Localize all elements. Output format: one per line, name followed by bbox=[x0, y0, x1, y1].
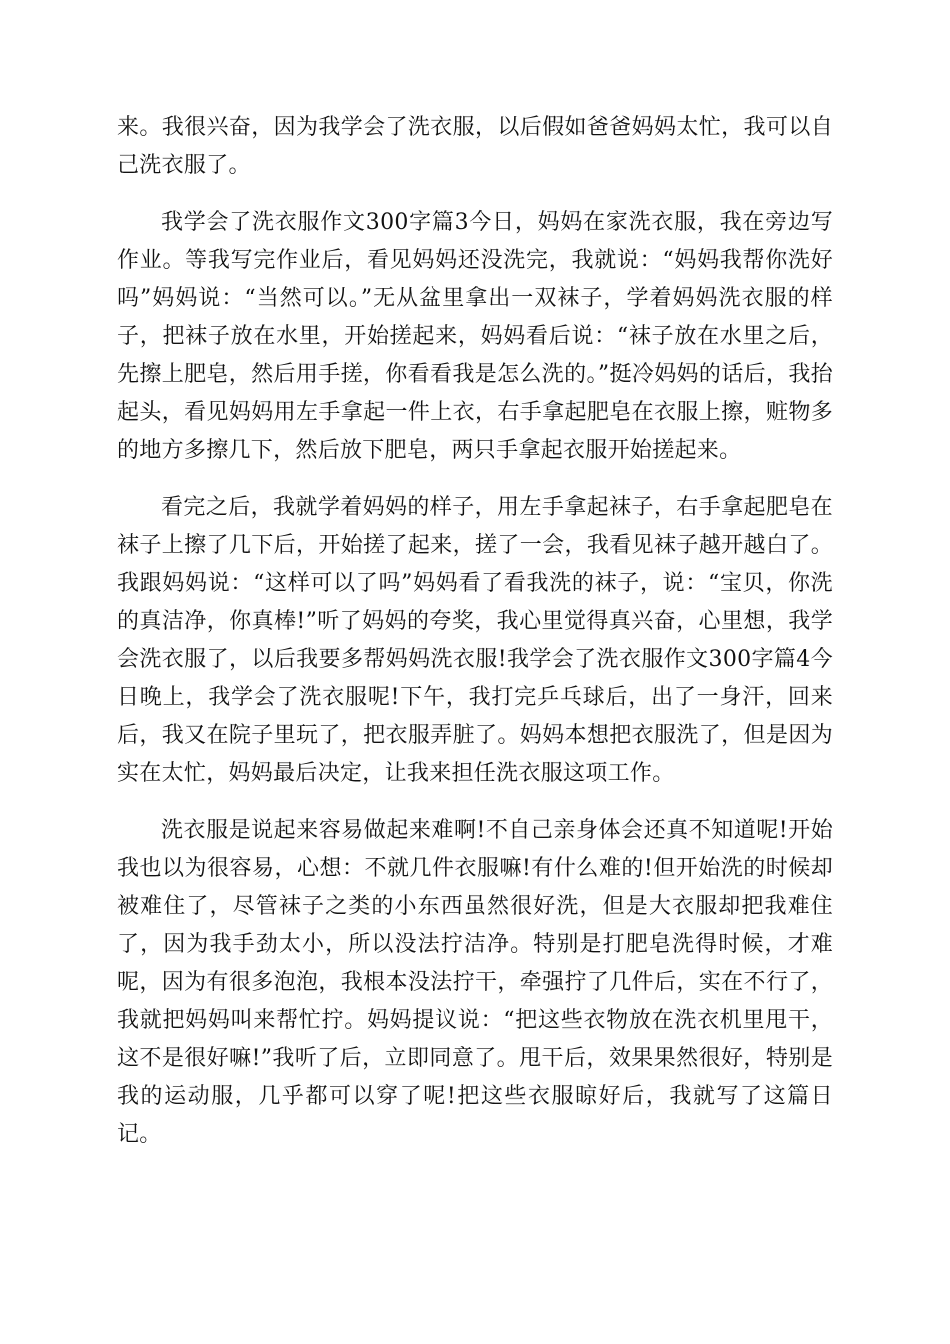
paragraph-1: 来。我很兴奋，因为我学会了洗衣服，以后假如爸爸妈妈太忙，我可以自己洗衣服了。 bbox=[117, 115, 833, 178]
document-body bbox=[117, 109, 833, 1173]
paragraph-4: 洗衣服是说起来容易做起来难啊!不自己亲身体会还真不知道呢!开始我也以为很容易，心想：不就几件衣服嘛!有什么难的!但开始洗的时候却被难住了，尽管袜子之类的小东西虽然很好洗，但是大衣服却把我难住了，因为我手劲太小，所以没法拧洁净。特别是打肥皂洗得时候，才难呢，因为有很多泡泡，我根本没法拧干，牵强拧了几件后，实在不行了，我就把妈妈叫来帮忙拧。妈妈提议说：“把这些衣物放在洗衣机里甩干，这不是很好嘛!”我听了后，立即同意了。甩干后，效果果然很好，特别是我的运动服，几乎都可以穿了呢!把这些衣服晾好后，我就写了这篇日记。 bbox=[117, 818, 833, 1147]
paragraph-2: 我学会了洗衣服作文300字篇3今日，妈妈在家洗衣服，我在旁边写作业。等我写完作业后，看见妈妈还没洗完，我就说：“妈妈我帮你洗好吗”妈妈说：“当然可以。”无从盆里拿出一双袜子，学着妈妈洗衣服的样子，把袜子放在水里，开始搓起来，妈妈看后说：“袜子放在水里之后，先擦上肥皂，然后用手搓，你看看我是怎么洗的。”挺冷妈妈的话后，我抬起头，看见妈妈用左手拿起一件上衣，右手拿起肥皂在衣服上擦，赃物多的地方多擦几下，然后放下肥皂，两只手拿起衣服开始搓起来。 bbox=[117, 210, 833, 463]
paragraph-3: 看完之后，我就学着妈妈的样子，用左手拿起袜子，右手拿起肥皂在袜子上擦了几下后，开始搓了起来，搓了一会，我看见袜子越开越白了。我跟妈妈说：“这样可以了吗”妈妈看了看我洗的袜子，说：“宝贝，你洗的真洁净，你真棒!”听了妈妈的夸奖，我心里觉得真兴奋，心里想，我学会洗衣服了，以后我要多帮妈妈洗衣服!我学会了洗衣服作文300字篇4今日晚上，我学会了洗衣服呢!下午，我打完乒乓球后，出了一身汗，回来后，我又在院子里玩了，把衣服弄脏了。妈妈本想把衣服洗了，但是因为实在太忙，妈妈最后决定，让我来担任洗衣服这项工作。 bbox=[117, 495, 833, 786]
